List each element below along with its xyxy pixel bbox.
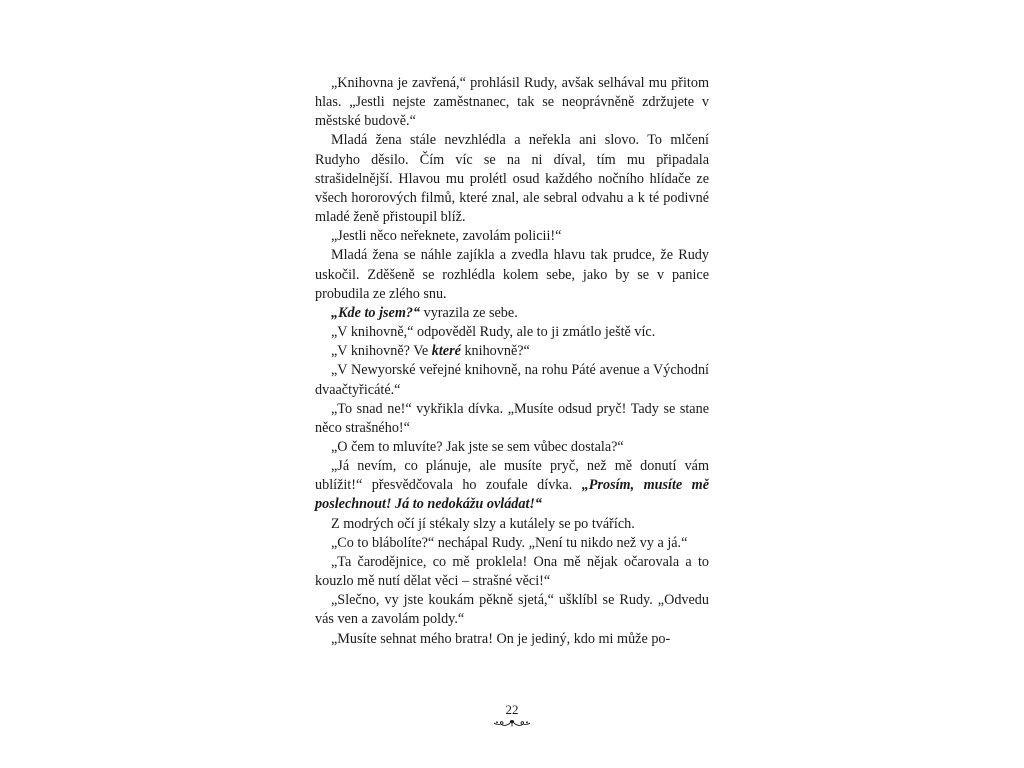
- paragraph: [315, 131, 709, 227]
- paragraph: [315, 457, 709, 514]
- text-run: „Co to blábolíte?“ nechápal Rudy. „Není tu nikdo než vy a já.“: [331, 534, 688, 551]
- paragraph: [315, 591, 709, 629]
- paragraph: [315, 400, 709, 438]
- paragraph: [315, 515, 709, 534]
- text-run: „Knihovna je zavřená,“ prohlásil Rudy, avšak selhával mu přitom hlas. „Jestli nejste zaměstnanec, tak se neoprávněně zdržujete v městské budově.“: [315, 75, 709, 130]
- text-run: Mladá žena se náhle zajíkla a zvedla hlavu tak prudce, že Rudy uskočil. Zděšeně se rozhlédla kolem sebe, jako by se v panice probudila ze zlého snu.: [315, 247, 709, 302]
- paragraph: [315, 246, 709, 303]
- text-run: „Slečno, vy jste koukám pěkně sjetá,“ ušklíbl se Rudy. „Odvedu vás ven a zavolám poldy.“: [315, 592, 709, 628]
- paragraph: [315, 630, 709, 649]
- paragraph: [315, 227, 709, 246]
- text-run: „Musíte sehnat mého bratra! On je jediný, kdo mi může po-: [331, 630, 671, 647]
- text-run: „O čem to mluvíte? Jak jste se sem vůbec dostala?“: [331, 438, 624, 455]
- emphasized-text: „Kde to jsem?“: [331, 304, 421, 321]
- body-text: [315, 74, 709, 649]
- text-run: „Já nevím, co plánuje, ale musíte pryč, než mě donutí vám ublížit!“ přesvědčovala ho zoufale dívka.: [315, 458, 709, 494]
- text-run: „V knihovně,“ odpověděl Rudy, ale to ji zmátlo ještě víc.: [331, 324, 656, 341]
- text-run: „Ta čarodějnice, co mě proklela! Ona mě nějak očarovala a to kouzlo mě nutí dělat věci – strašné věci!“: [315, 553, 709, 590]
- paragraph: [315, 323, 709, 342]
- page-number: 22: [505, 702, 519, 717]
- paragraph: [315, 304, 709, 323]
- text-run: Mladá žena stále nevzhlédla a neřekla ani slovo. To mlčení Rudyho děsilo. Čím víc se na ni díval, tím mu připadala strašidelnější. Hlavou mu prolétl osud každého nočního hlídače ze všech hororových filmů, které znal, ale sebral odvahu a k té podivné mladé ženě přistoupil blíž.: [315, 132, 709, 226]
- text-run: „Jestli něco neřeknete, zavolám policii!“: [331, 228, 562, 245]
- flourish-icon: [493, 718, 531, 728]
- paragraph: [315, 553, 709, 591]
- paragraph: [315, 74, 709, 131]
- paragraph: [315, 438, 709, 457]
- text-run: vyrazila ze sebe.: [420, 304, 518, 321]
- text-run: „To snad ne!“ vykřikla dívka. „Musíte odsud pryč! Tady se stane něco strašného!“: [315, 400, 709, 436]
- emphasized-text: „Prosím, musíte mě poslechnout! Já to nedokážu ovládat!“: [315, 477, 709, 513]
- text-run: knihovně?“: [460, 343, 530, 360]
- text-run: Z modrých očí jí stékaly slzy a kutálely se po tvářích.: [331, 515, 635, 532]
- paragraph: [315, 361, 709, 399]
- emphasized-text: které: [431, 343, 461, 360]
- paragraph: [315, 342, 709, 361]
- text-run: „V Newyorské veřejné knihovně, na rohu Páté avenue a Východní dvaačtyřicáté.“: [315, 362, 709, 398]
- paragraph: [315, 534, 709, 553]
- text-run: „V knihovně? Ve: [331, 343, 432, 360]
